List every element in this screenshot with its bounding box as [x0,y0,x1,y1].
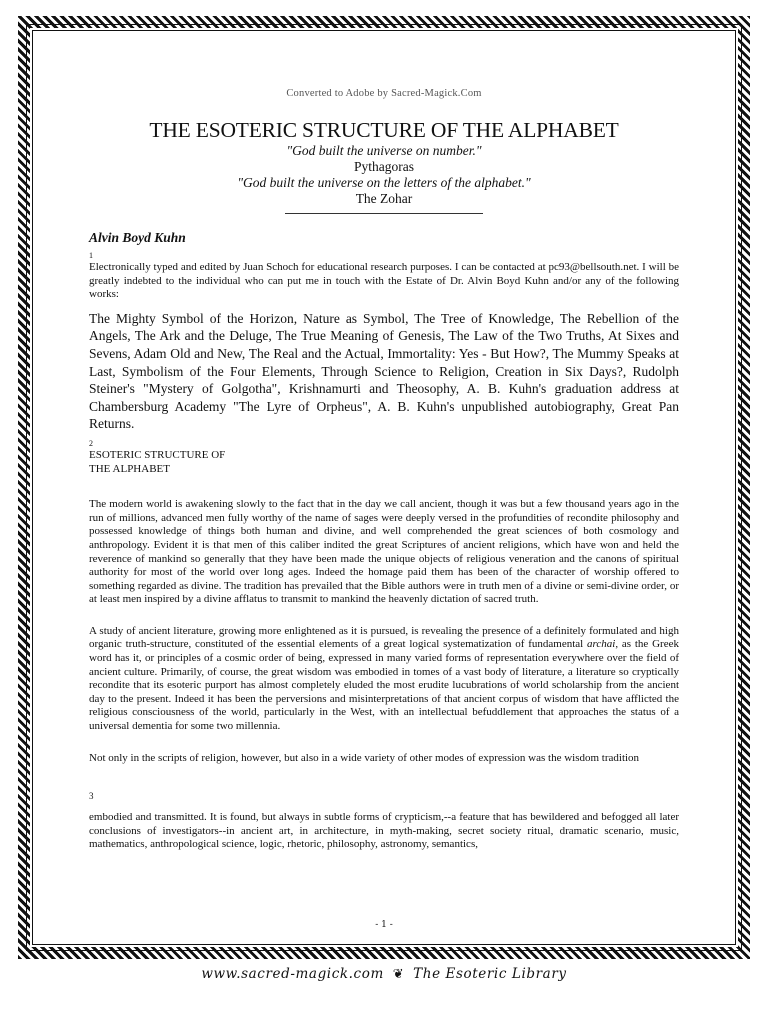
document-page [89,88,679,852]
footnote-marker-1: 1 [89,251,93,260]
epigraph-attribution-1: Pythagoras [354,159,414,174]
epigraph [89,143,679,207]
divider [285,213,483,214]
page-number: - 1 - [375,920,393,930]
footer-site-link[interactable]: www.sacred-magick.com [201,966,384,982]
para2-text-start: A study of ancient literature, growing more enlightened as it is pursued, is revealing the presence of a definitely formulated and high organic truth-structure, constituted of the essential elements of a great logical systematization of fundamental [89,624,679,651]
footer-library: The Esoteric Library [413,966,567,982]
works-list: The Mighty Symbol of the Horizon, Nature as Symbol, The Tree of Knowledge, The Rebellion of the Angels, The Ark and the Deluge, The True Meaning of Genesis, The Law of the Two Truths, At Sixes and Sevens, Adam Old and New, The Real and the Actual, Immortality: Yes - But How?, The Mummy Speaks at Last, Symbolism of the Four Elements, Through Science to Religion, Creation in Six Days?, Rudolph Steiner's "Mystery of Golgotha", Krishnamurti and Theosophy, A. B. Kuhn's graduation address at Chambersburg Academy "The Lyre of Orpheus", A. B. Kuhn's unpublished autobiography, Great Pan Returns. [89,310,679,432]
section-heading-line-2: THE ALPHABET [89,462,170,475]
leaf-ornament-icon: ❦ [392,967,405,982]
body-paragraph-3: Not only in the scripts of religion, however, but also in a wide variety of other modes of expression was the wisdom tradition [89,751,640,764]
epigraph-quote-2: "God built the universe on the letters of the alphabet." [237,175,531,190]
body-paragraph-1: The modern world is awakening slowly to the fact that in the day we call ancient, though it was but a few thousand years ago in the run of millions, advanced men fully worthy of the name of sages were deeply versed in the profundities of recondite philosophy and possessed knowledge of things both human and divine, and well comprehended the great sciences of both cosmology and anthropology. Evident it is that men of this caliber indited the great Scriptures of ancient religions, which have won and held the reverence of mankind so generally that they have been made the unique objects of religious veneration and the canons of spiritual authority for most of the world over long ages. Indeed the homage paid them has been of the character of worship offered to something regarded as divine. The tradition has prevailed that the Bible authors were in truth men of a divine or semi-divine order, or at least men inspired by a divine afflatus to transmit to mankind the heavenly dictation of sacred truth. [89,498,679,606]
intro-paragraph: Electronically typed and edited by Juan Schoch for educational research purposes. I can be contacted at pc93@bellsouth.net. I will be greatly indebted to the individual who can put me in touch with the Estate of Dr. Alvin Boyd Kuhn and/or any of the following works: [89,261,679,301]
footer [0,966,768,982]
section-heading-line-1: ESOTERIC STRUCTURE OF [89,448,226,461]
para2-italic-term: archai [587,638,616,651]
body-paragraph-4: embodied and transmitted. It is found, but always in subtle forms of crypticism,--a feature that has bewildered and befogged all later conclusions of investigators--in ancient art, in architecture, in myth-making, secret society ritual, dramatic scenario, music, mathematics, anthropological science, logic, rhetoric, philosophy, astronomy, semantics, [89,811,679,851]
footnote-marker-2: 2 [89,438,93,448]
page-title: THE ESOTERIC STRUCTURE OF THE ALPHABET [149,118,619,142]
epigraph-quote-1: "God built the universe on number." [286,143,482,158]
section-heading [89,449,679,476]
para2-text-end: , as the Greek word has it, or principles of a cosmic order of being, expressed in many varied forms of representation everywhere over the field of ancient culture. Primarily, of course, the great wisdom was embodied in tomes of a vast body of literature, a literature so cryptically recondite that its esoteric purport has almost completely eluded the most erudite lucubrations of world scholarship from the ancient day to the present. Indeed it has been the perversions and misinterpretations of that ancient corpus of wisdom that have afflicted the religious consciousness of the world, particularly in the West, with an intellectual befuddlement that approaches the status of a universal dementia for some two millennia. [89,638,679,733]
footnote-marker-3: 3 [89,791,94,802]
body-paragraph-2 [89,625,679,734]
epigraph-attribution-2: The Zohar [355,191,413,206]
converted-note: Converted to Adobe by Sacred-Magick.Com [286,88,482,99]
author-name: Alvin Boyd Kuhn [89,230,186,245]
